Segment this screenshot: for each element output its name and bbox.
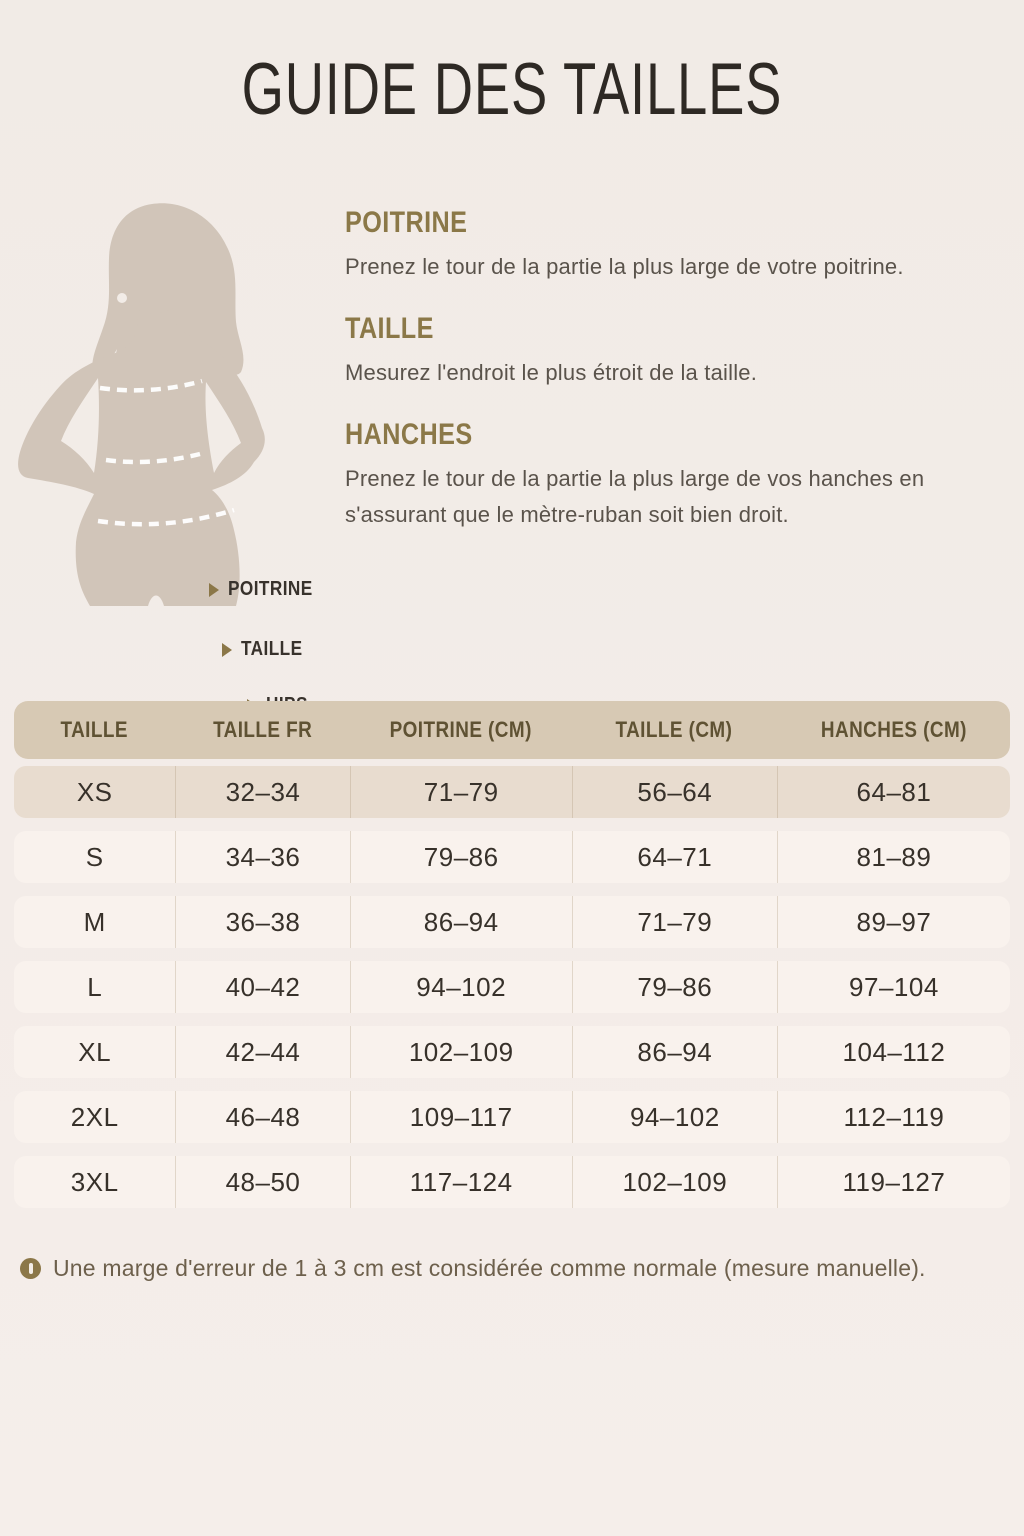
table-header-row: [14, 701, 1010, 759]
table-cell: 94–102: [350, 961, 572, 1013]
table-row: [14, 1026, 1010, 1078]
table-cell: L: [87, 971, 103, 1002]
figure-label-taille: TAILLE: [222, 638, 313, 661]
note-text: Une marge d'erreur de 1 à 3 cm est considérée comme normale (mesure manuelle).: [53, 1255, 926, 1281]
page-title: GUIDE DES TAILLES: [241, 47, 783, 131]
section-text: Prenez le tour de la partie la plus large de votre poitrine.: [345, 254, 904, 279]
table-cell: 3XL: [70, 1166, 119, 1197]
column-header: TAILLE (CM): [615, 717, 733, 742]
table-cell: 89–97: [777, 896, 1010, 948]
size-table: [14, 701, 1010, 1208]
table-cell: 48–50: [175, 1156, 349, 1208]
section-text: Mesurez l'endroit le plus étroit de la taille.: [345, 360, 758, 385]
table-cell: 94–102: [572, 1091, 777, 1143]
table-row: [14, 1156, 1010, 1208]
table-cell: 64–71: [572, 831, 777, 883]
table-row: [14, 831, 1010, 883]
table-cell: 42–44: [175, 1026, 349, 1078]
table-cell: 119–127: [777, 1156, 1010, 1208]
column-header: TAILLE: [60, 717, 129, 742]
table-cell: 109–117: [350, 1091, 572, 1143]
table-cell: 64–81: [777, 766, 1010, 818]
arrow-right-icon: [222, 643, 232, 657]
section-taille: [345, 312, 1017, 391]
table-cell: 81–89: [777, 831, 1010, 883]
table-cell: 79–86: [572, 961, 777, 1013]
table-cell: XS: [76, 776, 113, 807]
female-silhouette: [0, 194, 340, 606]
table-cell: 102–109: [572, 1156, 777, 1208]
arrow-right-icon: [209, 583, 219, 597]
table-row: [14, 961, 1010, 1013]
table-row: [14, 1091, 1010, 1143]
table-cell: 71–79: [350, 766, 572, 818]
table-row: [14, 896, 1010, 948]
table-cell: 71–79: [572, 896, 777, 948]
table-cell: S: [85, 841, 104, 872]
tolerance-note: [20, 1255, 1010, 1282]
table-cell: M: [83, 906, 106, 937]
table-cell: 34–36: [175, 831, 349, 883]
table-cell: 97–104: [777, 961, 1010, 1013]
table-cell: XL: [78, 1036, 112, 1067]
table-cell: 32–34: [175, 766, 349, 818]
table-cell: 102–109: [350, 1026, 572, 1078]
section-poitrine: [345, 206, 1017, 285]
table-cell: 36–38: [175, 896, 349, 948]
table-cell: 56–64: [572, 766, 777, 818]
section-heading: POITRINE: [345, 206, 468, 239]
measurement-figure: [0, 194, 340, 660]
table-cell: 2XL: [70, 1101, 119, 1132]
table-cell: 46–48: [175, 1091, 349, 1143]
section-heading: TAILLE: [345, 312, 434, 345]
figure-label-poitrine: POITRINE: [209, 578, 326, 601]
table-cell: 104–112: [777, 1026, 1010, 1078]
section-heading: HANCHES: [345, 418, 473, 451]
info-icon: [20, 1258, 41, 1279]
table-cell: 86–94: [572, 1026, 777, 1078]
table-cell: 112–119: [777, 1091, 1010, 1143]
table-cell: 40–42: [175, 961, 349, 1013]
column-header: TAILLE FR: [212, 717, 313, 742]
section-text: Prenez le tour de la partie la plus large de vos hanches en s'assurant que le mètre-ruban soit bien droit.: [345, 466, 925, 527]
table-cell: 79–86: [350, 831, 572, 883]
table-cell: 117–124: [350, 1156, 572, 1208]
column-header: HANCHES (CM): [820, 717, 967, 742]
table-row: [14, 766, 1010, 818]
section-hanches: [345, 418, 1017, 533]
instructions: [345, 206, 1017, 533]
table-cell: 86–94: [350, 896, 572, 948]
column-header: POITRINE (CM): [389, 717, 532, 742]
